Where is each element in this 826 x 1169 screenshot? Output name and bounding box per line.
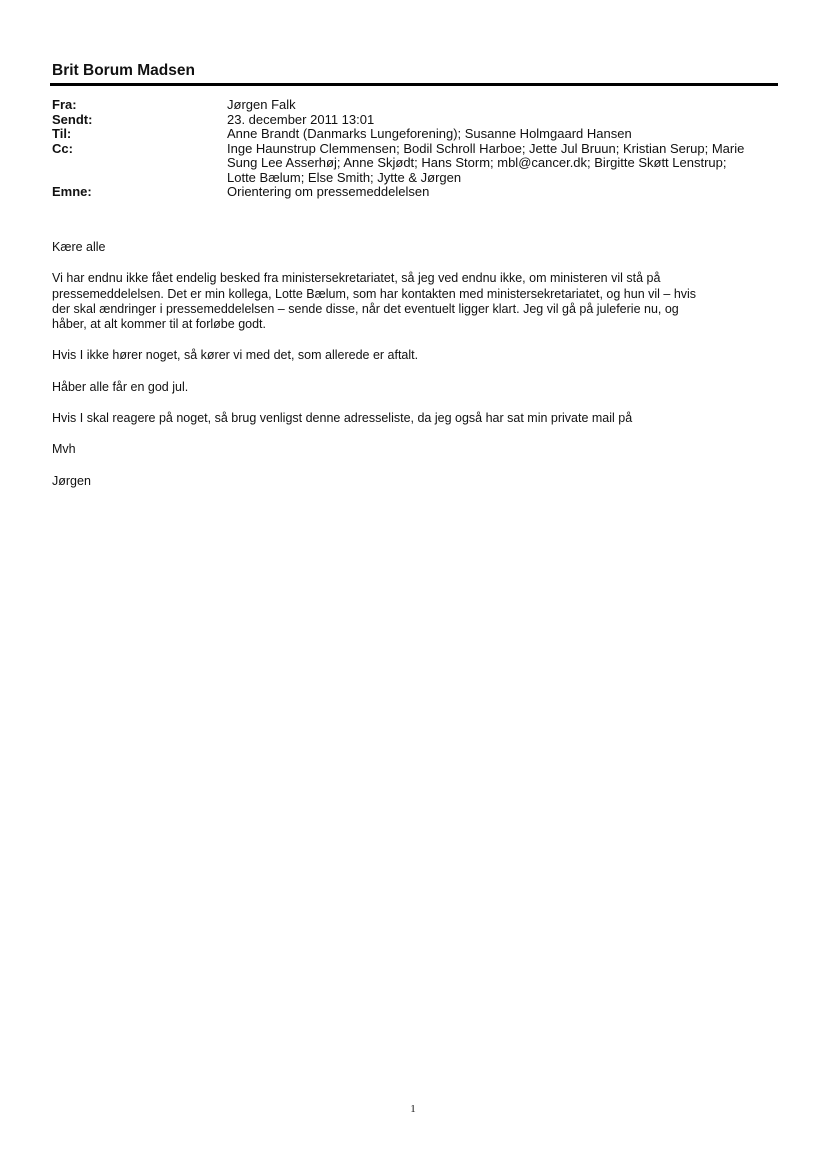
header-row-to <box>52 127 782 142</box>
sent-label: Sendt: <box>52 111 93 127</box>
from-label: Fra: <box>52 97 77 112</box>
body-paragraph-1 <box>52 271 782 332</box>
email-headers <box>52 98 782 200</box>
cc-line: Inge Haunstrup Clemmensen; Bodil Schroll Harboe; Jette Jul Bruun; Kristian Serup; Marie <box>227 140 745 156</box>
cc-label: Cc: <box>52 140 73 156</box>
header-row-cc <box>52 142 782 186</box>
header-row-subject <box>52 185 782 200</box>
closing: Mvh <box>52 442 76 457</box>
paragraph-line: håber, at alt kommer til at forløbe godt. <box>52 317 266 332</box>
body-paragraph-3: Håber alle får en god jul. <box>52 379 189 394</box>
header-divider <box>50 83 778 86</box>
cc-line: Lotte Bælum; Else Smith; Jytte & Jørgen <box>227 169 462 185</box>
paragraph-line: Vi har endnu ikke fået endelig besked fra ministersekretariatet, så jeg ved endnu ikke, om ministeren vil stå på <box>52 271 661 286</box>
subject-label: Emne: <box>52 184 92 199</box>
paragraph-line: pressemeddelelsen. Det er min kollega, Lotte Bælum, som har kontakten med ministersekretariatet, og hun vil – hvis <box>52 286 697 301</box>
to-label: Til: <box>52 126 72 141</box>
greeting: Kære alle <box>52 240 106 254</box>
body-paragraph-4: Hvis I skal reagere på noget, så brug venligst denne adresseliste, da jeg også har sat min private mail på <box>52 411 633 426</box>
page-number: 1 <box>410 1103 416 1115</box>
subject-value: Orientering om pressemeddelelsen <box>227 184 430 199</box>
signature: Jørgen <box>52 473 91 488</box>
cc-value <box>227 142 782 186</box>
sender-name: Brit Borum Madsen <box>52 62 195 79</box>
sent-value: 23. december 2011 13:01 <box>227 111 375 127</box>
cc-line: Sung Lee Asserhøj; Anne Skjødt; Hans Storm; mbl@cancer.dk; Birgitte Skøtt Lenstrup; <box>227 155 727 170</box>
to-value: Anne Brandt (Danmarks Lungeforening); Susanne Holmgaard Hansen <box>227 126 632 141</box>
paragraph-line: der skal ændringer i pressemeddelelsen – sende disse, når det eventuelt ligger klart. Jeg vil gå på juleferie nu, og <box>52 301 679 316</box>
header-row-sent <box>52 113 782 128</box>
header-row-from <box>52 98 782 113</box>
email-body <box>52 240 782 505</box>
body-paragraph-2: Hvis I ikke hører noget, så kører vi med det, som allerede er aftalt. <box>52 348 419 363</box>
from-value: Jørgen Falk <box>227 97 296 112</box>
